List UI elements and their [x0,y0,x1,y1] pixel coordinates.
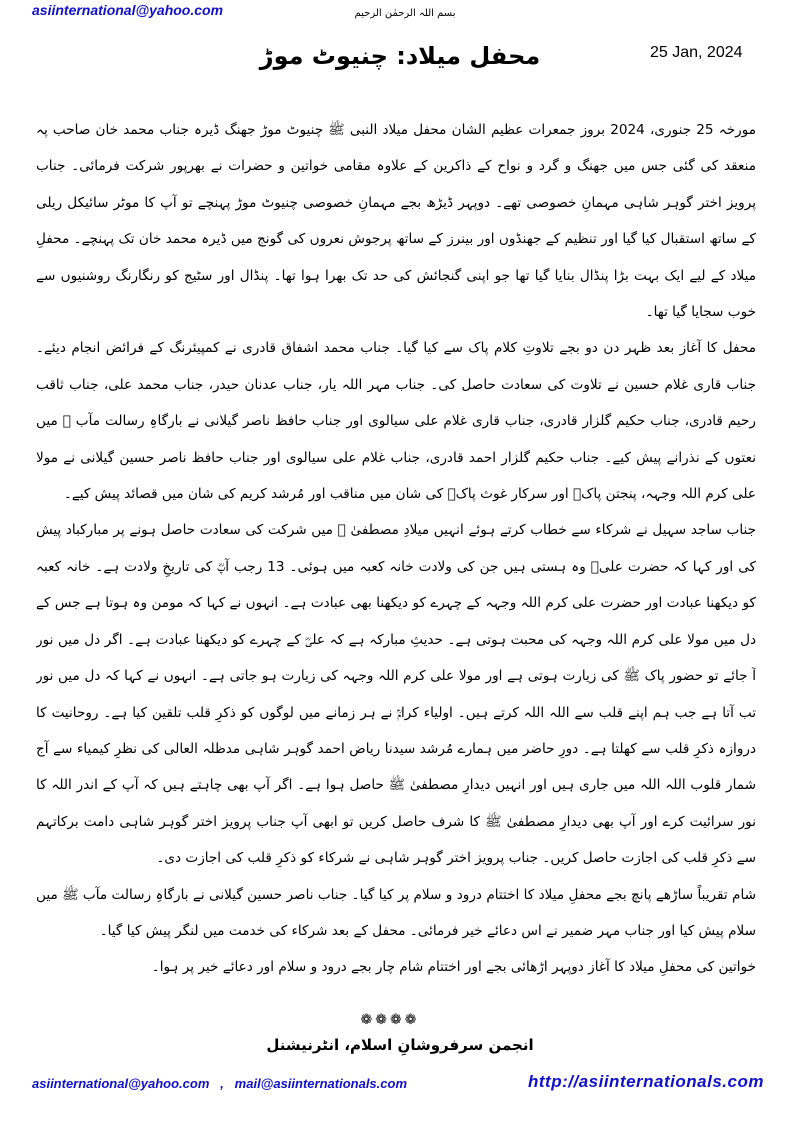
footer-website-link[interactable]: http://asiinternationals.com [528,1072,764,1091]
separator-ornament: ❁❁❁❁ [360,1012,420,1028]
bismillah: بسم اللہ الرحمٰن الرحیم [354,8,456,19]
article-body [36,112,756,997]
header-email[interactable]: asiinternational@yahoo.com [32,2,224,18]
paragraph-women-gathering: خواتین کی محفلِ میلاد کا آغاز دوپہر اڑھائی بجے اور اختتام شام چار بجے درود و سلام اور دعائے خیر پر ہوا۔ [151,959,756,976]
footer-emails[interactable]: asiinternational@yahoo.com , mail@asiinternationals.com [32,1076,408,1091]
paragraph-welcome: مورخہ 25 جنوری، 2024 بروز جمعرات عظیم الشان محفل میلاد النبی ﷺ چنیوٹ موڑ جھنگ ڈیرہ جناب محمد خان صاحب پہ منعقد کی گئی جس میں جھنگ و گرد و نواح کے ذاکرین کے علاوہ مقامی خواتین و حضرات نے بھرپور شرکت فرمائی۔ جناب پرویز اختر گوہر شاہی مہمانِ خصوصی تھے۔ دوپہر ڈیڑھ بجے مہمانِ خصوصی چنیوٹ موڑ پہنچے تو آپ کا موٹر سائیکل ریلی کے ساتھ استقبال کیا گیا اور تنظیم کے جھنڈوں اور بینرز کے ساتھ پرجوش نعروں کی گونج میں ڈیرہ محمد خان تک پہنچے۔ محفلِ میلاد کے لیے ایک بہت بڑا پنڈال بنایا گیا تھا جو اپنی گنجائش کی حد تک بھرا ہوا تھا۔ پنڈال اور سٹیج کو رنگارنگ روشنیوں سے خوب سجایا گیا تھا۔ [36,122,756,321]
document-title: محفل میلاد: چنیوٹ موڑ [259,42,541,70]
organization-name: انجمن سرفروشانِ اسلام، انٹرنیشنل [266,1036,534,1054]
paragraph-closing: شام تقریباً ساڑھے پانچ بجے محفلِ میلاد کا اختتام درود و سلام پر کیا گیا۔ جناب ناصر حسین گیلانی نے بارگاہِ رسالت مآب ﷺ میں سلام پیش کیا اور جناب مہر ضمیر نے اس دعائے خیر فرمائی۔ محفل کے بعد شرکاء کی خدمت میں لنگر پیش کیا گیا۔ [36,886,756,939]
document-date: 25 Jan, 2024 [650,44,743,61]
paragraph-program: محفل کا آغاز بعد ظہر دن دو بجے تلاوتِ کلام پاک سے کیا گیا۔ جناب محمد اشفاق قادری نے کمپیئرنگ کے فرائض انجام دیئے۔ جناب قاری غلام حسین نے تلاوت کی سعادت حاصل کی۔ جناب مہر اللہ یار، جناب عدنان حیدر، جناب محمد علی، جناب ثاقب رحیم قادری، جناب حکیم گلزار قادری، جناب قاری غلام علی سیالوی اور جناب حافظ ناصر گیلانی نے بارگاہِ رسالت مآب ﷺ میں نعتوں کے نذرانے پیش کیے۔ جناب حکیم گلزار احمد قادری، جناب غلام علی سیالوی اور جناب حافظ ناصر حسین گیلانی نے مولا علی کرم اللہ وجہہ، پنجتن پاکؑ اور سرکار غوث پاکؓ کی شان میں مناقب اور مُرشد کریم کی شان میں قصائد پیش کیے۔ [36,340,756,503]
paragraph-speech: جناب ساجد سہیل نے شرکاء سے خطاب کرتے ہوئے انہیں میلادِ مصطفیٰ ﷺ میں شرکت کی سعادت حاصل ہونے پر مبارکباد پیش کی اور کہا کہ حضرت علیؓ وہ ہستی ہیں جن کی ولادت خانہ کعبہ میں ہوئی۔ 13 رجب آپؓ کی تاریخِ ولادت ہے۔ خانہ کعبہ کو دیکھنا عبادت اور حضرت علی کرم اللہ وجہہ کے چہرے کو دیکھنا بھی عبادت ہے۔ انہوں نے کہا کہ مومن وہ ہوتا ہے جس کے دل میں مولا علی کرم اللہ وجہہ کی محبت ہوتی ہے۔ حدیثِ مبارکہ ہے کہ علیؓ کے چہرے کو دیکھنا عبادت ہے۔ اگر دل میں نور آ جائے تو حضور پاک ﷺ کی زیارت ہوتی ہے اور مولا علی کرم اللہ وجہہ کی زیارت ہو جاتی ہے۔ انہوں نے کہا کہ دل میں نور تب آتا ہے جب ہم اپنے قلب سے اللہ اللہ کرتے ہیں۔ اولیاء کرامؒ نے ہر زمانے میں لوگوں کو ذکرِ قلب تلقین کیا ہے۔ روحانیت کا دروازہ ذکرِ قلب سے کھلتا ہے۔ دورِ حاضر میں ہمارے مُرشد سیدنا ریاض احمد گوہر شاہی مدظلہ العالی کی نظرِ کیمیاء سے آج شمار قلوب اللہ اللہ میں جاری ہیں اور انہیں دیدارِ مصطفیٰ ﷺ حاصل ہوا ہے۔ اگر آپ بھی چاہتے ہیں کہ آپ کے اندر اللہ کا نور سرائیت کرے اور آپ بھی دیدارِ مصطفیٰ ﷺ کا شرف حاصل کریں تو ابھی آپ جناب پرویز اختر گوہر شاہی دامت برکاتہم سے ذکرِ قلب کی اجازت حاصل کریں۔ جناب پرویز اختر گوہر شاہی نے شرکاء کو ذکرِ قلب کی اجازت دی۔ [36,522,756,867]
